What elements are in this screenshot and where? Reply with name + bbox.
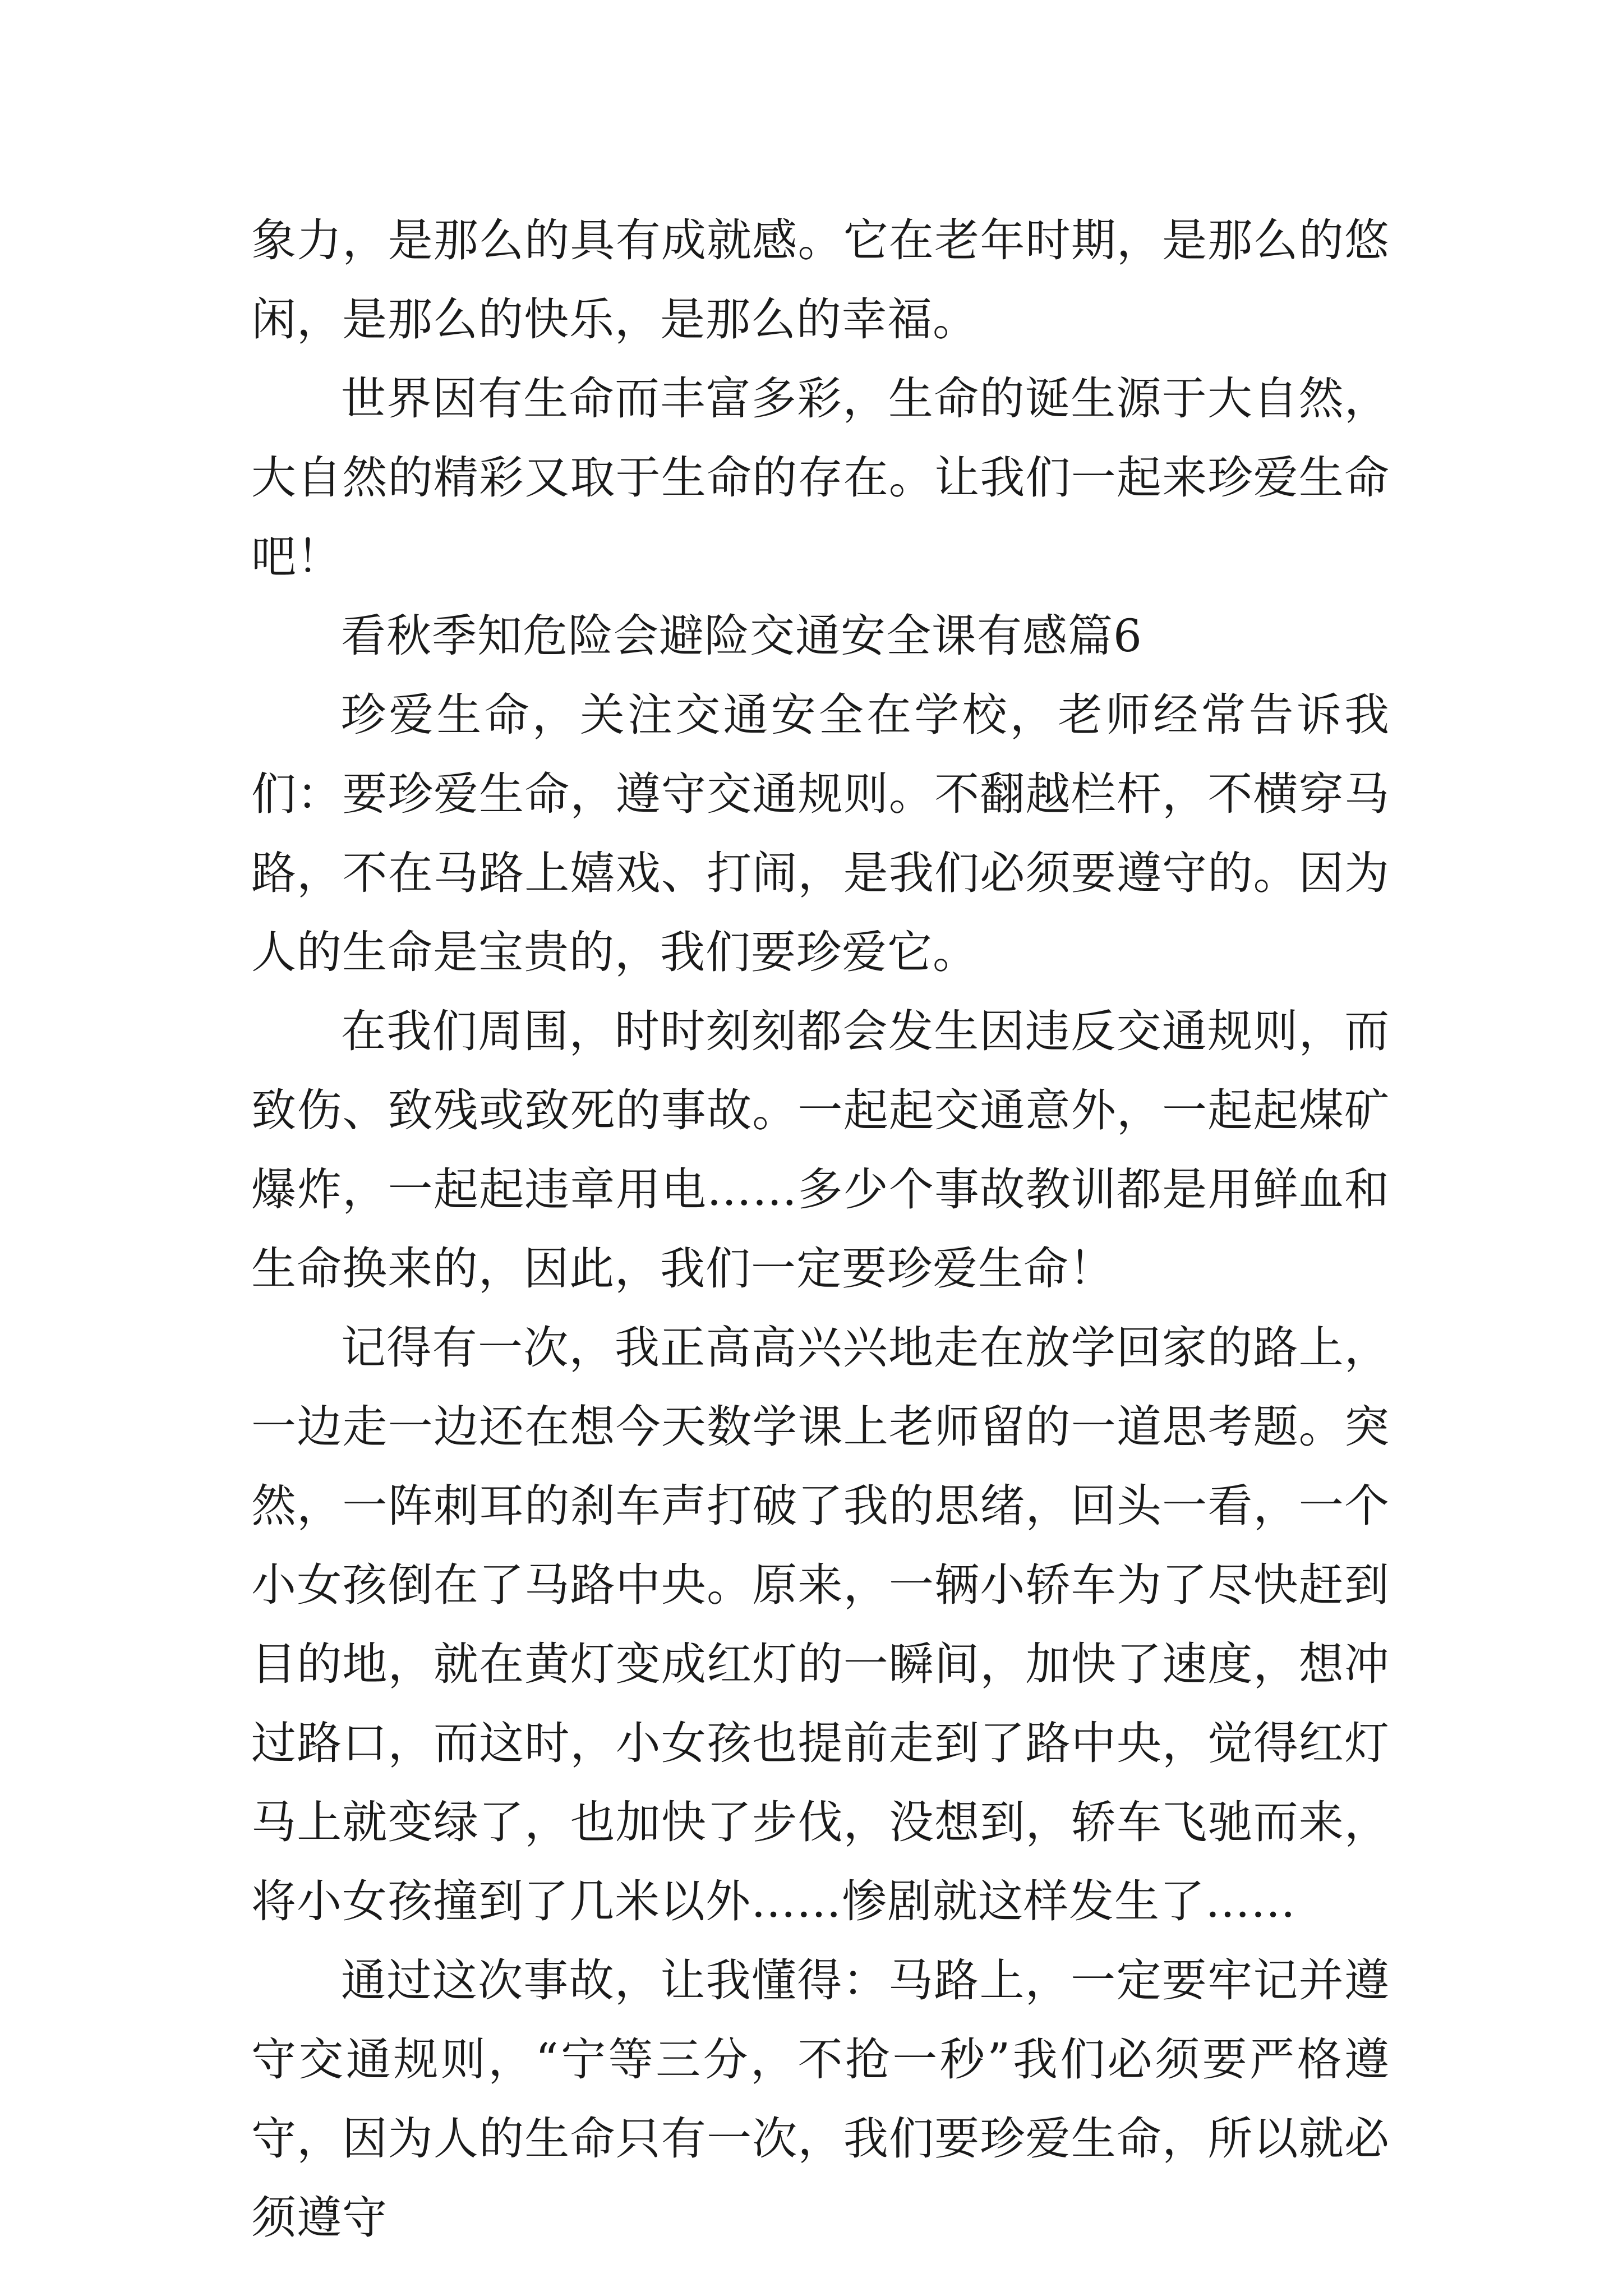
paragraph: 在我们周围，时时刻刻都会发生因违反交通规则，而致伤、致残或致死的事故。一起起交通意外，一起起煤矿爆炸，一起起违章用电……多少个事故教训都是用鲜血和生命换来的，因此，我们一定要珍爱生命！ <box>251 1005 1390 1295</box>
section-heading: 看秋季知危险会避险交通安全课有感篇6 <box>341 610 1142 662</box>
paragraph: 通过这次事故，让我懂得：马路上，一定要牢记并遵守交通规则，“宁等三分，不抢一秒”我们必须要严格遵守，因为人的生命只有一次，我们要珍爱生命，所以就必须遵守 <box>251 1954 1390 2244</box>
paragraph: 珍爱生命，关注交通安全在学校，老师经常告诉我们：要珍爱生命，遵守交通规则。不翻越栏杆，不横穿马路，不在马路上嬉戏、打闹，是我们必须要遵守的。因为人的生命是宝贵的，我们要珍爱它。 <box>251 689 1390 978</box>
paragraph: 记得有一次，我正高高兴兴地走在放学回家的路上，一边走一边还在想今天数学课上老师留的一道思考题。突然，一阵刺耳的刹车声打破了我的思绪，回头一看，一个小女孩倒在了马路中央。原来，一辆小轿车为了尽快赶到目的地，就在黄灯变成红灯的一瞬间，加快了速度，想冲过路口，而这时，小女孩也提前走到了路中央，觉得红灯马上就变绿了，也加快了步伐，没想到，轿车飞驰而来，将小女孩撞到了几米以外……惨剧就这样发生了…… <box>251 1322 1390 1927</box>
paragraph: 世界因有生命而丰富多彩，生命的诞生源于大自然，大自然的精彩又取于生命的存在。让我们一起来珍爱生命吧！ <box>251 372 1390 583</box>
paragraph-continuation: 象力，是那么的具有成就感。它在老年时期，是那么的悠闲，是那么的快乐，是那么的幸福。 <box>251 214 1390 346</box>
document-body <box>251 201 1390 2257</box>
